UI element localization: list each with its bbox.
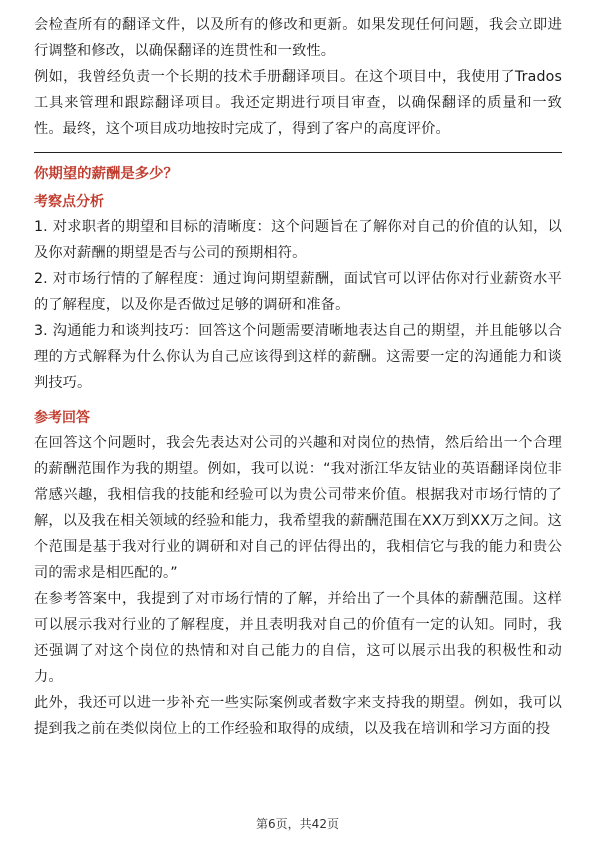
analysis-item: 1. 对求职者的期望和目标的清晰度：这个问题旨在了解你对自己的价值的认知，以及你对薪酬的期望是否与公司的预期相符。 xyxy=(34,219,562,261)
analysis-item: 2. 对市场行情的了解程度：通过询问期望薪酬，面试官可以评估你对行业薪资水平的了解程度，以及你是否做过足够的调研和准备。 xyxy=(34,271,562,313)
answer-paragraph: 在回答这个问题时，我会先表达对公司的兴趣和对岗位的热情，然后给出一个合理的薪酬范围作为我的期望。例如，我可以说：“我对浙江华友钴业的英语翻译岗位非常感兴趣，我相信我的技能和经验可以为贵公司带来价值。根据我对市场行情的了解，以及我在相关领域的经验和能力，我希望我的薪酬范围在XX万到XX万之间。这个范围是基于我对行业的调研和对自己的评估得出的，我相信它与我的能力和贵公司的需求是相匹配的。” xyxy=(34,435,562,581)
page-number: 第6页，共42页 xyxy=(256,817,339,831)
paragraph: 例如，我曾经负责一个长期的技术手册翻译项目。在这个项目中，我使用了Trados工具来管理和跟踪翻译项目。我还定期进行项目审查，以确保翻译的质量和一致性。最终，这个项目成功地按时完成了，得到了客户的高度评价。 xyxy=(34,69,562,137)
analysis-label: 考察点分析 xyxy=(34,194,104,210)
paragraph: 会检查所有的翻译文件，以及所有的修改和更新。如果发现任何问题，我会立即进行调整和修改，以确保翻译的连贯性和一致性。 xyxy=(34,17,562,59)
question-heading: 你期望的薪酬是多少？ xyxy=(34,166,178,182)
answer-paragraph: 在参考答案中，我提到了对市场行情的了解，并给出了一个具体的薪酬范围。这样可以展示我对行业的了解程度，并且表明我对自己的价值有一定的认知。同时，我还强调了对这个岗位的热情和对自己能力的自信，这可以展示出我的积极性和动力。 xyxy=(34,591,562,685)
answer-paragraph: 此外，我还可以进一步补充一些实际案例或者数字来支持我的期望。例如，我可以提到我之前在类似岗位上的工作经验和取得的成绩，以及我在培训和学习方面的投 xyxy=(34,695,562,737)
document-body xyxy=(34,12,562,742)
analysis-item: 3. 沟通能力和谈判技巧：回答这个问题需要清晰地表达自己的期望，并且能够以合理的方式解释为什么你认为自己应该得到这样的薪酬。这需要一定的沟通能力和谈判技巧。 xyxy=(34,323,562,391)
section-divider xyxy=(34,152,562,153)
answer-label: 参考回答 xyxy=(34,410,90,426)
